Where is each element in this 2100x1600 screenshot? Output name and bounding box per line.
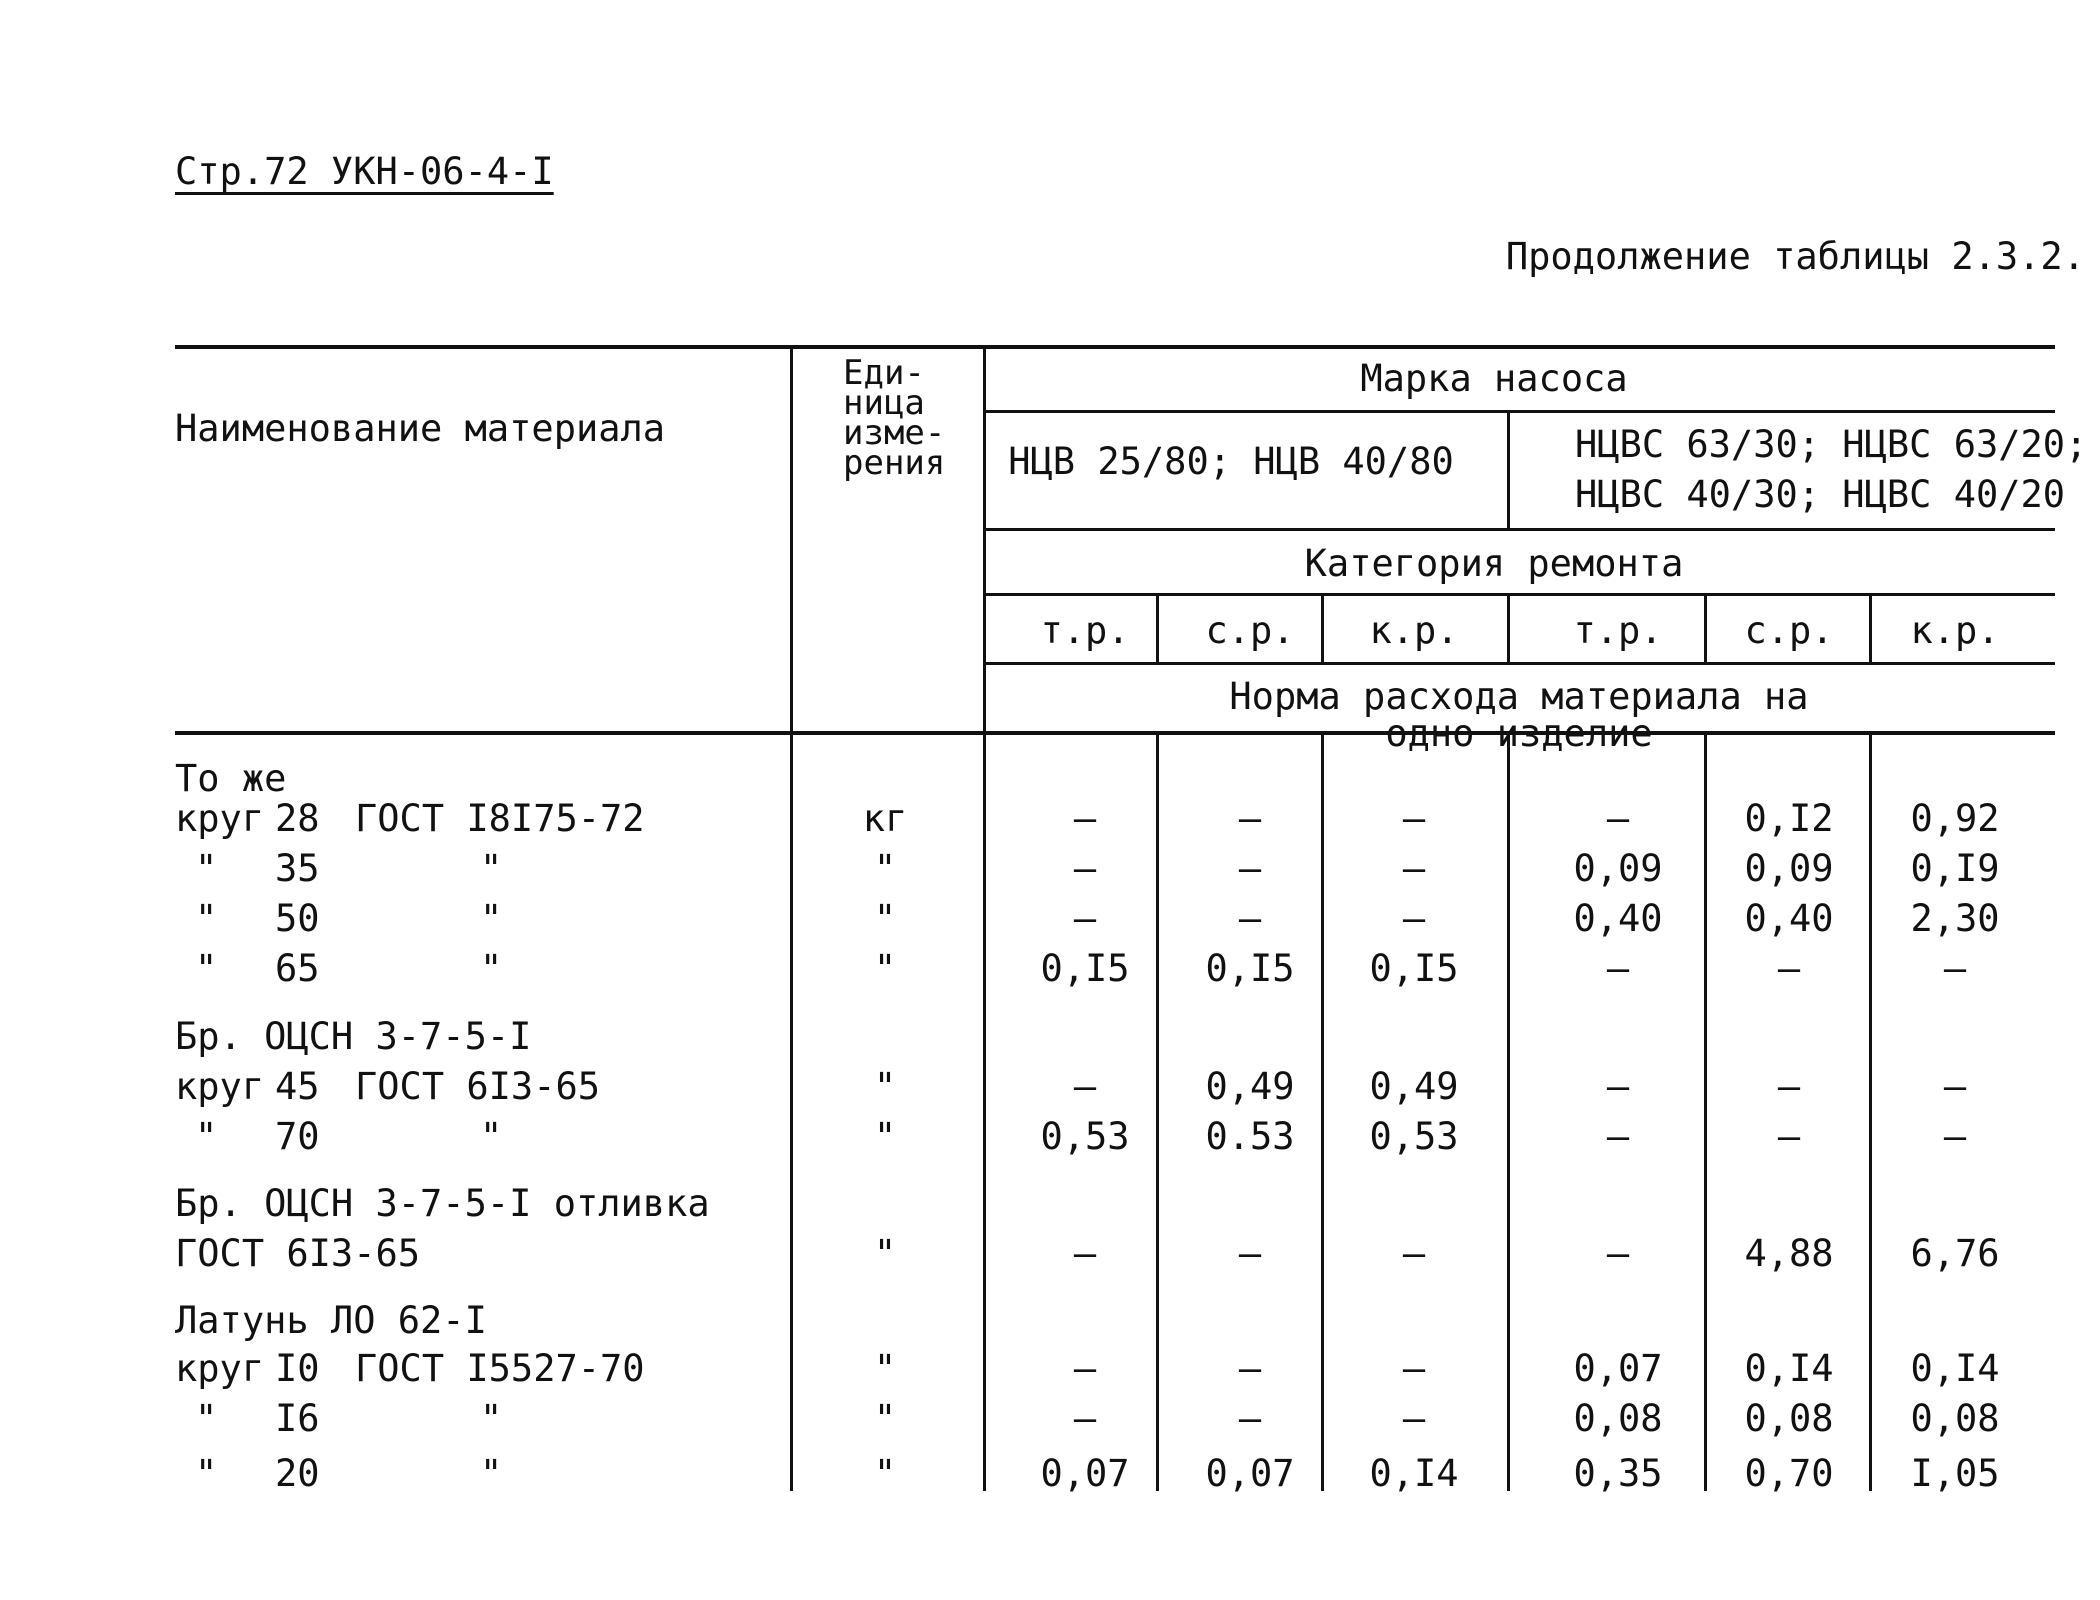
material-size: I0 — [275, 1347, 320, 1390]
unit-value: " — [873, 897, 897, 940]
norm-value: – — [1606, 797, 1630, 840]
material-gost: " — [480, 1397, 503, 1440]
material-gost: " — [480, 947, 503, 990]
norm-value: – — [1606, 1115, 1630, 1158]
body-divider-1 — [1156, 735, 1159, 1491]
norm-value: 0,53 — [1040, 1115, 1130, 1158]
material-size: 50 — [275, 897, 320, 940]
material-size: 28 — [275, 797, 320, 840]
norm-value: – — [1777, 947, 1801, 990]
unit-value: " — [873, 1347, 897, 1390]
material-gost: ГОСТ I8I75-72 — [355, 797, 645, 840]
column-header-unit: Еди- ница изме- рения — [843, 353, 946, 483]
norm-value: – — [1943, 1065, 1967, 1108]
norm-value: 0,40 — [1573, 897, 1663, 940]
material-name: То же — [175, 757, 287, 800]
material-size: 70 — [275, 1115, 320, 1158]
body-divider-3 — [1507, 735, 1510, 1491]
material-size: 45 — [275, 1065, 320, 1108]
repair-col-kr-b: к.р. — [1910, 609, 2000, 652]
norm-value: 0,I4 — [1744, 1347, 1834, 1390]
pump-group-b: НЦВС 63/30; НЦВС 63/20; НЦВС 40/30; НЦВС 40/20 — [1575, 423, 2088, 516]
material-gost: " — [480, 1452, 503, 1495]
unit-value: кг — [862, 797, 908, 840]
col-divider-4 — [1704, 596, 1707, 662]
norm-value: 0,07 — [1573, 1347, 1663, 1390]
norm-value: 0,08 — [1744, 1397, 1834, 1440]
unit-value: " — [873, 1232, 897, 1275]
table-top-rule — [175, 345, 2055, 349]
norm-value: – — [1073, 847, 1097, 890]
repair-col-tr-a: т.р. — [1040, 609, 1130, 652]
material-size: 35 — [275, 847, 320, 890]
norm-value: – — [1238, 897, 1262, 940]
table-continuation-title: Продолжение таблицы 2.3.2. — [1505, 235, 2085, 278]
material-size: 65 — [275, 947, 320, 990]
unit-value: " — [873, 1065, 897, 1108]
norm-value: 0,08 — [1573, 1397, 1663, 1440]
group-header-norm: Норма расхода материала на одно изделие — [1229, 675, 1809, 755]
norm-value: 0,I9 — [1910, 847, 2000, 890]
col-divider-5 — [1869, 596, 1872, 662]
unit-value: " — [873, 1452, 897, 1495]
material-name: круг — [175, 1065, 265, 1108]
norm-value: – — [1402, 847, 1426, 890]
col-divider-values — [983, 349, 986, 1491]
norm-value: – — [1402, 797, 1426, 840]
norm-value: – — [1606, 1065, 1630, 1108]
pump-group-a: НЦВ 25/80; НЦВ 40/80 — [1008, 440, 1454, 483]
norm-value: – — [1402, 1347, 1426, 1390]
material-gost: " — [480, 1115, 503, 1158]
norm-value: – — [1606, 1232, 1630, 1275]
norm-value: – — [1606, 947, 1630, 990]
material-name: круг — [175, 1347, 265, 1390]
norm-value: 0,49 — [1205, 1065, 1295, 1108]
material-gost: " — [480, 847, 503, 890]
material-name: " — [195, 847, 218, 890]
norm-value: I,05 — [1910, 1452, 2000, 1495]
norm-value: – — [1402, 897, 1426, 940]
norm-value: – — [1777, 1065, 1801, 1108]
norm-value: 0,I5 — [1040, 947, 1130, 990]
norm-value: 0,92 — [1910, 797, 2000, 840]
norm-value: 0,I2 — [1744, 797, 1834, 840]
norm-value: – — [1073, 1065, 1097, 1108]
norm-value: 0,09 — [1744, 847, 1834, 890]
material-name: ГОСТ 6I3-65 — [175, 1232, 421, 1275]
group-header-repair: Категория ремонта — [1304, 542, 1684, 585]
unit-value: " — [873, 1397, 897, 1440]
material-size: 20 — [275, 1452, 320, 1495]
norm-value: – — [1943, 1115, 1967, 1158]
norm-value: 0,07 — [1205, 1452, 1295, 1495]
norm-value: – — [1073, 797, 1097, 840]
material-gost: " — [480, 897, 503, 940]
material-name: " — [195, 947, 218, 990]
material-name: Бр. ОЦСН 3-7-5-I отливка — [175, 1182, 710, 1225]
unit-value: " — [873, 1115, 897, 1158]
norm-value: – — [1073, 1232, 1097, 1275]
norm-value: 0,70 — [1744, 1452, 1834, 1495]
col-divider-unit — [790, 349, 793, 1491]
group-header-pump: Марка насоса — [1360, 357, 1628, 400]
norm-value: – — [1238, 1232, 1262, 1275]
material-size: I6 — [275, 1397, 320, 1440]
norm-value: – — [1238, 847, 1262, 890]
norm-value: – — [1073, 1347, 1097, 1390]
norm-value: 0,I5 — [1205, 947, 1295, 990]
norm-value: – — [1238, 1347, 1262, 1390]
col-divider-2 — [1321, 596, 1324, 662]
repair-col-sr-b: с.р. — [1744, 609, 1834, 652]
material-gost: ГОСТ 6I3-65 — [355, 1065, 601, 1108]
norm-value: 2,30 — [1910, 897, 2000, 940]
norm-value: 0,I5 — [1369, 947, 1459, 990]
norm-value: – — [1777, 1115, 1801, 1158]
col-divider-1 — [1156, 596, 1159, 662]
norm-value: – — [1943, 947, 1967, 990]
body-divider-5 — [1869, 735, 1872, 1491]
norm-value: 6,76 — [1910, 1232, 2000, 1275]
unit-value: " — [873, 847, 897, 890]
norm-value: 0,09 — [1573, 847, 1663, 890]
material-name: " — [195, 897, 218, 940]
norm-value: 0,49 — [1369, 1065, 1459, 1108]
column-header-material: Наименование материала — [175, 407, 666, 450]
norm-value: 0,I4 — [1369, 1452, 1459, 1495]
material-gost: ГОСТ I5527-70 — [355, 1347, 645, 1390]
repair-col-tr-b: т.р. — [1573, 609, 1663, 652]
norm-value: – — [1402, 1397, 1426, 1440]
norm-value: 0,I4 — [1910, 1347, 2000, 1390]
norm-value: – — [1402, 1232, 1426, 1275]
material-name: " — [195, 1115, 218, 1158]
norm-value: 0,35 — [1573, 1452, 1663, 1495]
norm-value: – — [1073, 1397, 1097, 1440]
norm-value: 0,08 — [1910, 1397, 2000, 1440]
repair-col-kr-a: к.р. — [1369, 609, 1459, 652]
body-divider-2 — [1321, 735, 1324, 1491]
repair-col-sr-a: с.р. — [1205, 609, 1295, 652]
repair-rule — [985, 593, 2055, 596]
norm-value: – — [1238, 1397, 1262, 1440]
norm-value: – — [1073, 897, 1097, 940]
pump-rule — [985, 410, 2055, 413]
material-name: Латунь ЛО 62-I — [175, 1299, 487, 1342]
page-header: Стр.72 УКН-06-4-I — [175, 150, 554, 193]
material-name: " — [195, 1452, 218, 1495]
body-divider-4 — [1704, 735, 1707, 1491]
material-name: круг — [175, 797, 265, 840]
norm-value: 4,88 — [1744, 1232, 1834, 1275]
unit-value: " — [873, 947, 897, 990]
material-name: " — [195, 1397, 218, 1440]
material-name: Бр. ОЦСН 3-7-5-I — [175, 1015, 532, 1058]
norm-value: 0,07 — [1040, 1452, 1130, 1495]
col-divider-3 — [1507, 596, 1510, 662]
norm-value: 0.53 — [1205, 1115, 1295, 1158]
norm-value: 0,40 — [1744, 897, 1834, 940]
repair-cols-rule — [985, 662, 2055, 665]
col-divider-pump-b — [1507, 413, 1510, 528]
norm-value: 0,53 — [1369, 1115, 1459, 1158]
norm-value: – — [1238, 797, 1262, 840]
pump-bottom-rule — [985, 528, 2055, 531]
